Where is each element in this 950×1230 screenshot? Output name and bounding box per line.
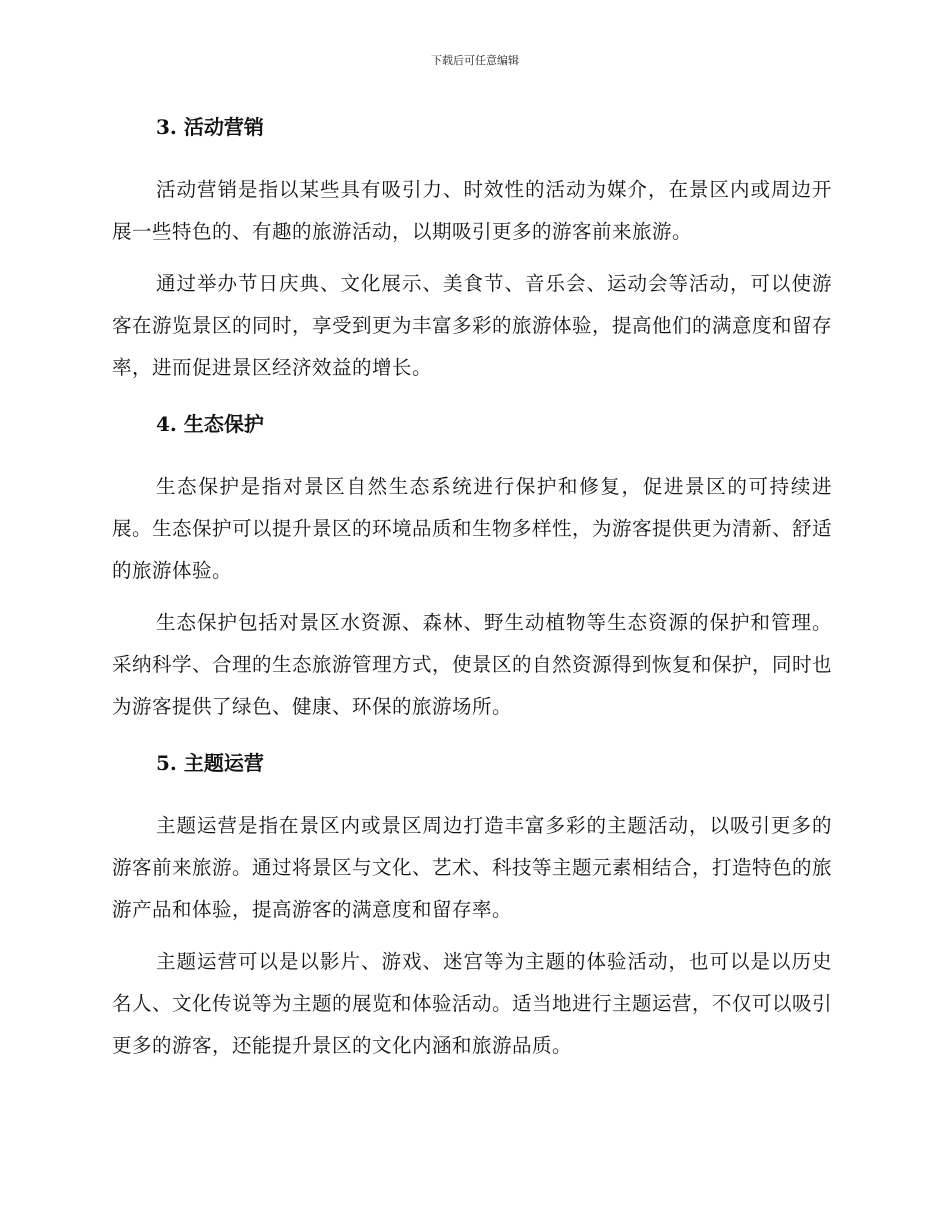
paragraph: 主题运营可以是以影片、游戏、迷宫等为主题的体验活动，也可以是以历史名人、文化传说等为主题的展览和体验活动。适当地进行主题运营，不仅可以吸引更多的游客，还能提升景区的文化内涵和旅游品质。 (112, 950, 833, 1057)
section-heading: 4. 生态保护 (156, 412, 264, 436)
paragraph: 生态保护是指对景区自然生态系统进行保护和修复，促进景区的可持续进展。生态保护可以提升景区的环境品质和生物多样性，为游客提供更为清新、舒适的旅游体验。 (112, 475, 833, 582)
paragraph: 活动营销是指以某些具有吸引力、时效性的活动为媒介，在景区内或周边开展一些特色的、有趣的旅游活动，以期吸引更多的游客前来旅游。 (112, 178, 832, 243)
paragraph: 通过举办节日庆典、文化展示、美食节、音乐会、运动会等活动，可以使游客在游览景区的同时，享受到更为丰富多彩的旅游体验，提高他们的满意度和留存率，进而促进景区经济效益的增长。 (112, 272, 833, 379)
document-body (112, 112, 832, 1067)
section-theme-operation (112, 748, 832, 1067)
section-heading: 3. 活动营销 (156, 115, 264, 139)
paragraph: 生态保护包括对景区水资源、森林、野生动植物等生态资源的保护和管理。采纳科学、合理的生态旅游管理方式，使景区的自然资源得到恢复和保护，同时也为游客提供了绿色、健康、环保的旅游场所。 (112, 611, 833, 718)
section-ecological-protection (112, 409, 832, 728)
paragraph: 主题运营是指在景区内或景区周边打造丰富多彩的主题活动，以吸引更多的游客前来旅游。通过将景区与文化、艺术、科技等主题元素相结合，打造特色的旅游产品和体验，提高游客的满意度和留存率。 (112, 814, 833, 921)
page-header: 下载后可任意编辑 (431, 54, 519, 67)
section-heading: 5. 主题运营 (156, 751, 264, 775)
section-activity-marketing (112, 112, 832, 389)
